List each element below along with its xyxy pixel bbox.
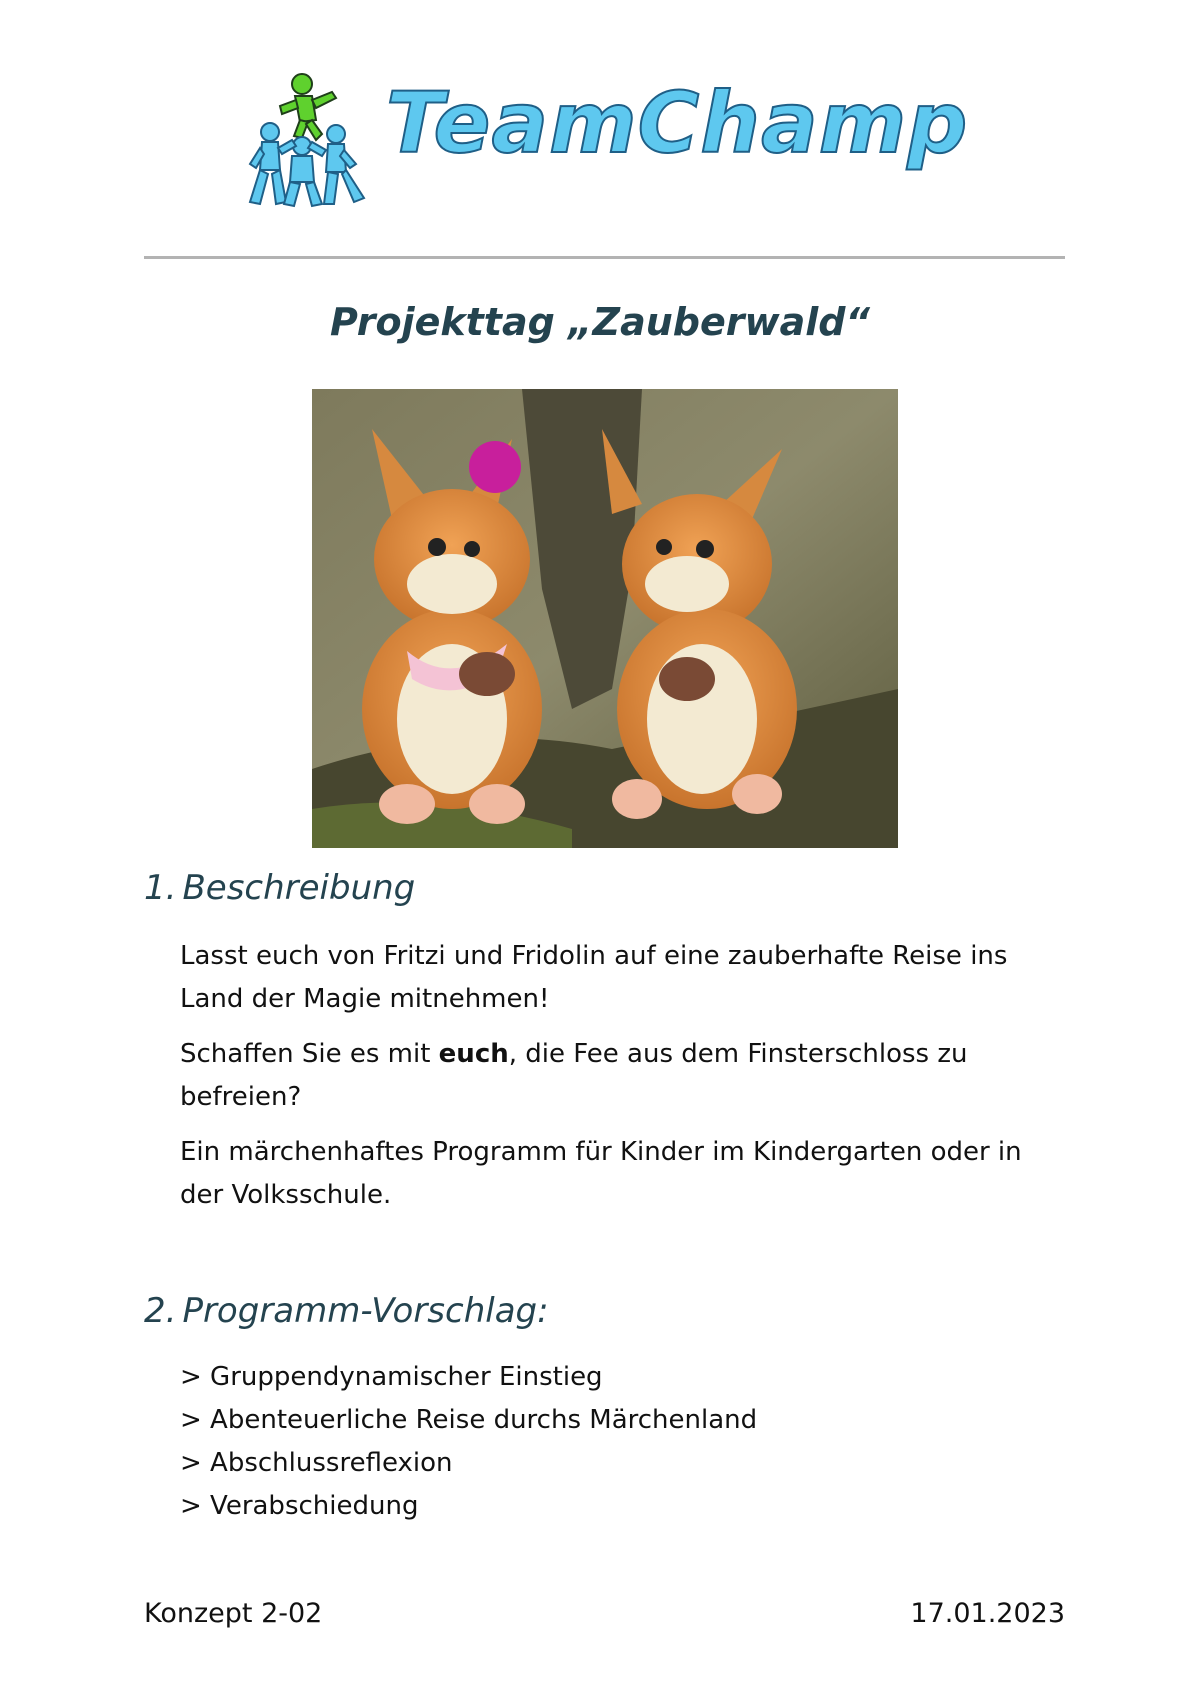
- paragraph-audience: Ein märchenhaftes Programm für Kinder im Kindergarten oder in der Volksschule.: [180, 1137, 1022, 1210]
- list-item: > Verabschiedung: [180, 1491, 419, 1521]
- list-item: > Abschlussreflexion: [180, 1448, 453, 1478]
- text-run: Schaffen Sie es mit: [180, 1039, 439, 1069]
- footer-concept-code: Konzept 2-02: [144, 1598, 323, 1629]
- teamchamp-logo: [240, 70, 969, 210]
- text-run: , die Fee aus dem Finsterschloss zu befreien?: [180, 1039, 968, 1112]
- header-divider: [144, 256, 1065, 259]
- section-heading-beschreibung: [144, 868, 415, 908]
- section-title: Beschreibung: [182, 868, 416, 908]
- paragraph-question: [180, 1033, 1060, 1119]
- logo-wordmark: TeamChamp: [386, 74, 969, 172]
- bold-text-run: euch: [438, 1039, 509, 1069]
- two-squirrel-plush-toys-photo: [312, 389, 898, 848]
- page-title: Projekttag „Zauberwald“: [330, 300, 870, 344]
- section-title: Programm-Vorschlag:: [182, 1291, 549, 1331]
- program-list: [180, 1356, 757, 1528]
- section-number: 1.: [144, 868, 177, 908]
- section-number: 2.: [144, 1291, 177, 1331]
- team-figures-icon: [240, 70, 380, 210]
- section-heading-programm: [144, 1291, 549, 1331]
- footer-date: 17.01.2023: [910, 1598, 1065, 1629]
- paragraph-intro: Lasst euch von Fritzi und Fridolin auf eine zauberhafte Reise ins Land der Magie mitnehmen!: [180, 941, 1008, 1014]
- list-item: > Abenteuerliche Reise durchs Märchenland: [180, 1405, 758, 1435]
- list-item: > Gruppendynamischer Einstieg: [180, 1362, 603, 1392]
